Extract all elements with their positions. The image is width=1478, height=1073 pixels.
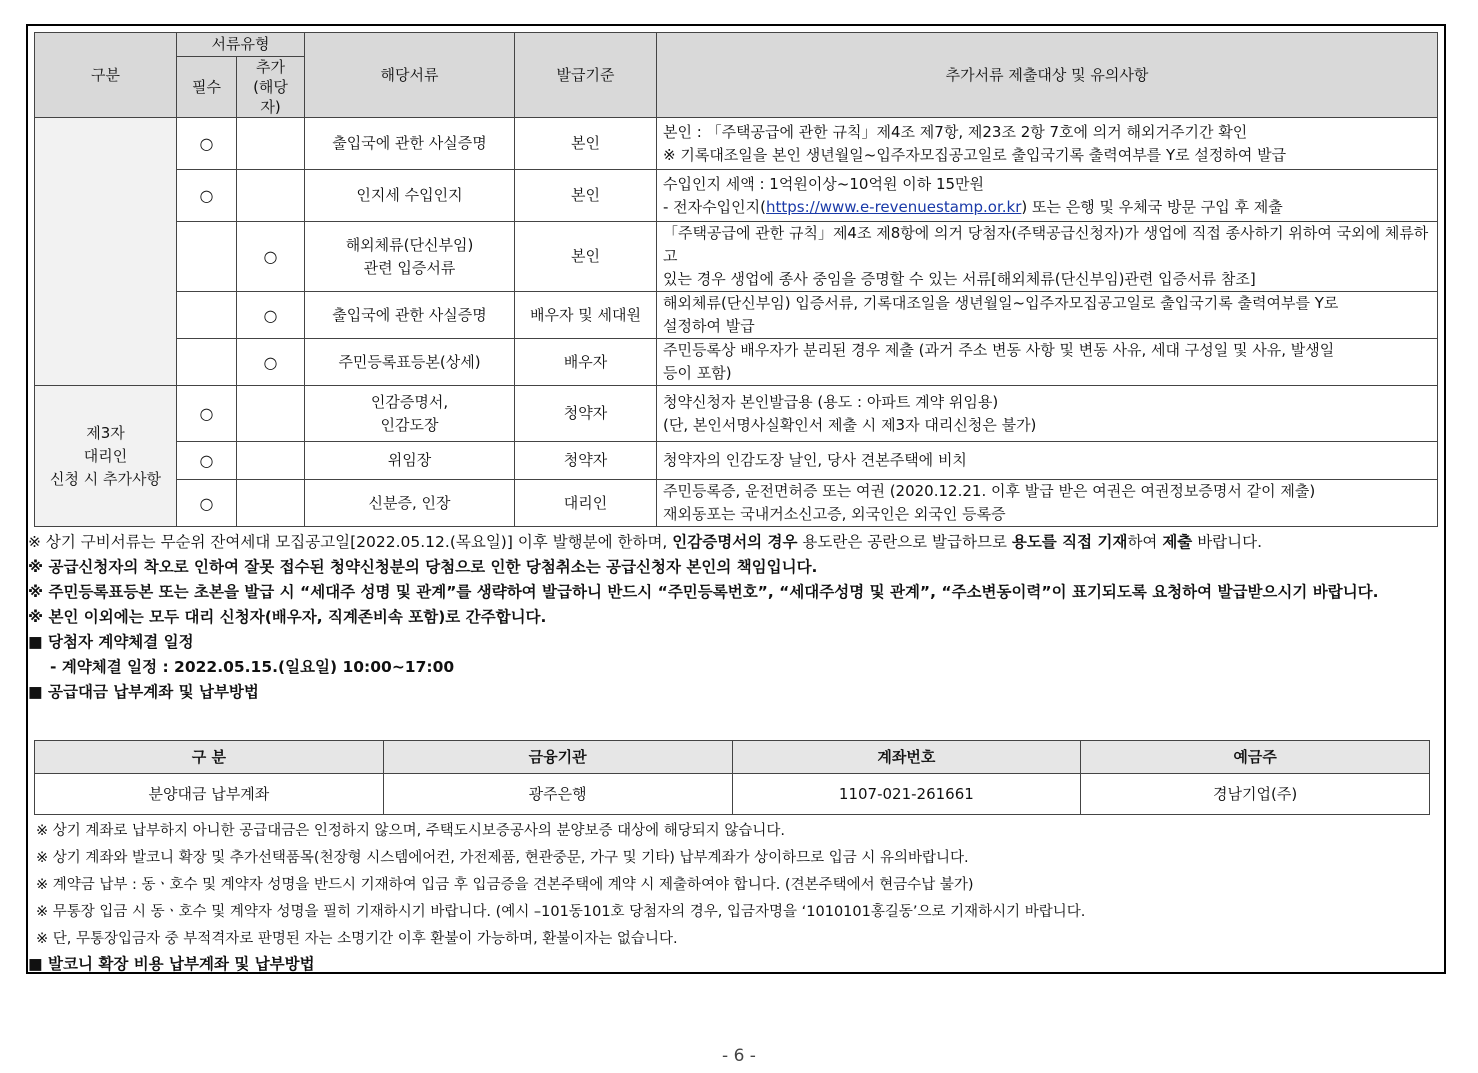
account-purpose: 분양대금 납부계좌 (35, 774, 384, 815)
required-mark: ○ (177, 442, 237, 480)
section-heading-payment-account: ■ 공급대금 납부계좌 및 납부방법 (28, 683, 259, 701)
e-revenuestamp-link[interactable]: https://www.e-revenuestamp.or.kr (765, 197, 1022, 216)
required-mark: ○ (177, 386, 237, 442)
note-applicant-responsibility: ※ 공급신청자의 착오로 인하여 잘못 접수된 청약신청분의 당첨으로 인한 당첨취소는 공급신청자 본인의 책임입니다. (28, 558, 818, 576)
header-bank: 금융기관 (383, 741, 732, 774)
document-name: 주민등록표등본(상세) (305, 339, 515, 386)
note-text: 수입인지 세액 : 1억원이상~10억원 이하 15만원 - 전자수입인지( (663, 174, 985, 216)
group-blank-cell (35, 118, 177, 386)
header-category: 구분 (35, 33, 177, 118)
payment-note: ※ 계약금 납부 : 동ㆍ호수 및 계약자 성명을 반드시 기재하여 입금 후 입금증을 견본주택에 계약 시 제출하여야 합니다. (견본주택에서 현금수납 불가) (36, 877, 974, 893)
document-name: 인감증명서, 인감도장 (305, 386, 515, 442)
issue-basis: 본인 (515, 170, 657, 222)
page-number: - 6 - (722, 1046, 756, 1066)
account-number: 1107-021-261661 (732, 774, 1081, 815)
header-additional: 추가 (해당자) (237, 57, 305, 118)
issue-basis: 본인 (515, 118, 657, 170)
additional-mark: ○ (237, 222, 305, 292)
issue-basis: 배우자 및 세대원 (515, 292, 657, 339)
table-row (35, 386, 1438, 442)
table-row (35, 170, 1438, 222)
notes-section (28, 530, 1438, 705)
table-row (35, 480, 1438, 527)
section-heading-balcony-payment: ■ 발코니 확장 비용 납부계좌 및 납부방법 (28, 955, 315, 973)
contract-schedule-item: - 계약체결 일정 : 2022.05.15.(일요일) 10:00~17:00 (50, 658, 455, 676)
required-mark: ○ (177, 170, 237, 222)
issue-basis: 대리인 (515, 480, 657, 527)
third-party-group-label: 제3자 대리인 신청 시 추가사항 (35, 386, 177, 527)
document-note: 주민등록상 배우자가 분리된 경우 제출 (과거 주소 변동 사항 및 변동 사유, 세대 구성일 및 사유, 발생일 등이 포함) (657, 339, 1438, 386)
document-name: 출입국에 관한 사실증명 (305, 292, 515, 339)
document-name: 인지세 수입인지 (305, 170, 515, 222)
required-mark (177, 339, 237, 386)
header-notes: 추가서류 제출대상 및 유의사항 (657, 33, 1438, 118)
header-document: 해당서류 (305, 33, 515, 118)
table-row (35, 442, 1438, 480)
section-heading-contract-schedule: ■ 당첨자 계약체결 일정 (28, 633, 194, 651)
note-text: ※ 상기 구비서류는 무순위 잔여세대 모집공고일[2022.05.12.(목요일)] 이후 발행분에 한하며, (28, 533, 673, 551)
note-emphasis: 인감증명서의 경우 (672, 533, 798, 551)
issue-basis: 청약자 (515, 386, 657, 442)
document-note: 청약신청자 본인발급용 (용도 : 아파트 계약 위임용) (단, 본인서명사실확인서 제출 시 제3자 대리신청은 불가) (657, 386, 1438, 442)
payment-notes (36, 818, 1436, 953)
issue-basis: 배우자 (515, 339, 657, 386)
document-note: 주민등록증, 운전면허증 또는 여권 (2020.12.21. 이후 발급 받은 여권은 여권정보증명서 같이 제출) 재외동포는 국내거소신고증, 외국인은 외국인 등록증 (657, 480, 1438, 527)
table-row (35, 222, 1438, 292)
required-mark (177, 292, 237, 339)
note-document-validity (28, 530, 1438, 555)
required-mark: ○ (177, 480, 237, 527)
required-mark: ○ (177, 118, 237, 170)
account-holder: 경남기업(주) (1081, 774, 1430, 815)
issue-basis: 청약자 (515, 442, 657, 480)
table-row (35, 118, 1438, 170)
note-proxy: ※ 본인 이외에는 모두 대리 신청자(배우자, 직계존비속 포함)로 간주합니다. (28, 608, 547, 626)
document-note: 본인 : 「주택공급에 관한 규칙」제4조 제7항, 제23조 2항 7호에 의거 해외거주기간 확인 ※ 기록대조일을 본인 생년월일~입주자모집공고일로 출입국기록 출력여부를 Y로 설정하여 발급 (657, 118, 1438, 170)
note-text: 바랍니다. (1192, 533, 1263, 551)
document-name: 출입국에 관한 사실증명 (305, 118, 515, 170)
additional-mark: ○ (237, 339, 305, 386)
header-category: 구 분 (35, 741, 384, 774)
additional-mark: ○ (237, 292, 305, 339)
header-account-holder: 예금주 (1081, 741, 1430, 774)
page-frame (26, 24, 1446, 974)
required-documents-table (34, 32, 1438, 527)
payment-note: ※ 단, 무통장입금자 중 부적격자로 판명된 자는 소명기간 이후 환불이 가능하며, 환불이자는 없습니다. (36, 931, 678, 947)
payment-account-table (34, 740, 1430, 815)
document-name: 해외체류(단신부임) 관련 입증서류 (305, 222, 515, 292)
additional-mark (237, 442, 305, 480)
note-text: ) 또는 은행 및 우체국 방문 구입 후 제출 (1021, 197, 1283, 216)
additional-mark (237, 118, 305, 170)
document-note: 「주택공급에 관한 규칙」제4조 제8항에 의거 당첨자(주택공급신청자)가 생업에 직접 종사하기 위하여 국외에 체류하고 있는 경우 생업에 종사 중임을 증명할 수 있는 서류[해외체류(단신부임)관련 입증서류 참조] (657, 222, 1438, 292)
required-mark (177, 222, 237, 292)
payment-note: ※ 무통장 입금 시 동ㆍ호수 및 계약자 성명을 필히 기재하시기 바랍니다. (예시 –101동101호 당첨자의 경우, 입금자명을 ‘1010101홍길동’으로 기재하시기 바랍니다. (36, 904, 1086, 920)
note-text: 용도란은 공란으로 발급하므로 (797, 533, 1012, 551)
header-account-number: 계좌번호 (732, 741, 1081, 774)
additional-mark (237, 170, 305, 222)
bank-name: 광주은행 (383, 774, 732, 815)
note-emphasis: 용도를 직접 기재 (1011, 533, 1128, 551)
payment-note: ※ 상기 계좌로 납부하지 아니한 공급대금은 인정하지 않으며, 주택도시보증공사의 분양보증 대상에 해당되지 않습니다. (36, 823, 786, 839)
additional-mark (237, 386, 305, 442)
document-name: 위임장 (305, 442, 515, 480)
table-row (35, 292, 1438, 339)
header-required: 필수 (177, 57, 237, 118)
note-emphasis: 제출 (1162, 533, 1193, 551)
table-row (35, 339, 1438, 386)
payment-note: ※ 상기 계좌와 발코니 확장 및 추가선택품목(천장형 시스템에어컨, 가전제품, 현관중문, 가구 및 기타) 납부계좌가 상이하므로 입금 시 유의바랍니다. (36, 850, 969, 866)
header-doc-type: 서류유형 (177, 33, 305, 57)
document-note: 청약자의 인감도장 날인, 당사 견본주택에 비치 (657, 442, 1438, 480)
note-text: 하여 (1127, 533, 1163, 551)
issue-basis: 본인 (515, 222, 657, 292)
document-name: 신분증, 인장 (305, 480, 515, 527)
document-note (657, 170, 1438, 222)
table-row (35, 774, 1430, 815)
document-note: 해외체류(단신부임) 입증서류, 기록대조일을 생년월일~입주자모집공고일로 출입국기록 출력여부를 Y로 설정하여 발급 (657, 292, 1438, 339)
additional-mark (237, 480, 305, 527)
note-resident-registration: ※ 주민등록표등본 또는 초본을 발급 시 “세대주 성명 및 관계”를 생략하여 발급하니 반드시 “주민등록번호”, “세대주성명 및 관계”, “주소변동이력”이 표기되도록 요청하여 발급받으시기 바랍니다. (28, 583, 1379, 601)
header-issue-basis: 발급기준 (515, 33, 657, 118)
